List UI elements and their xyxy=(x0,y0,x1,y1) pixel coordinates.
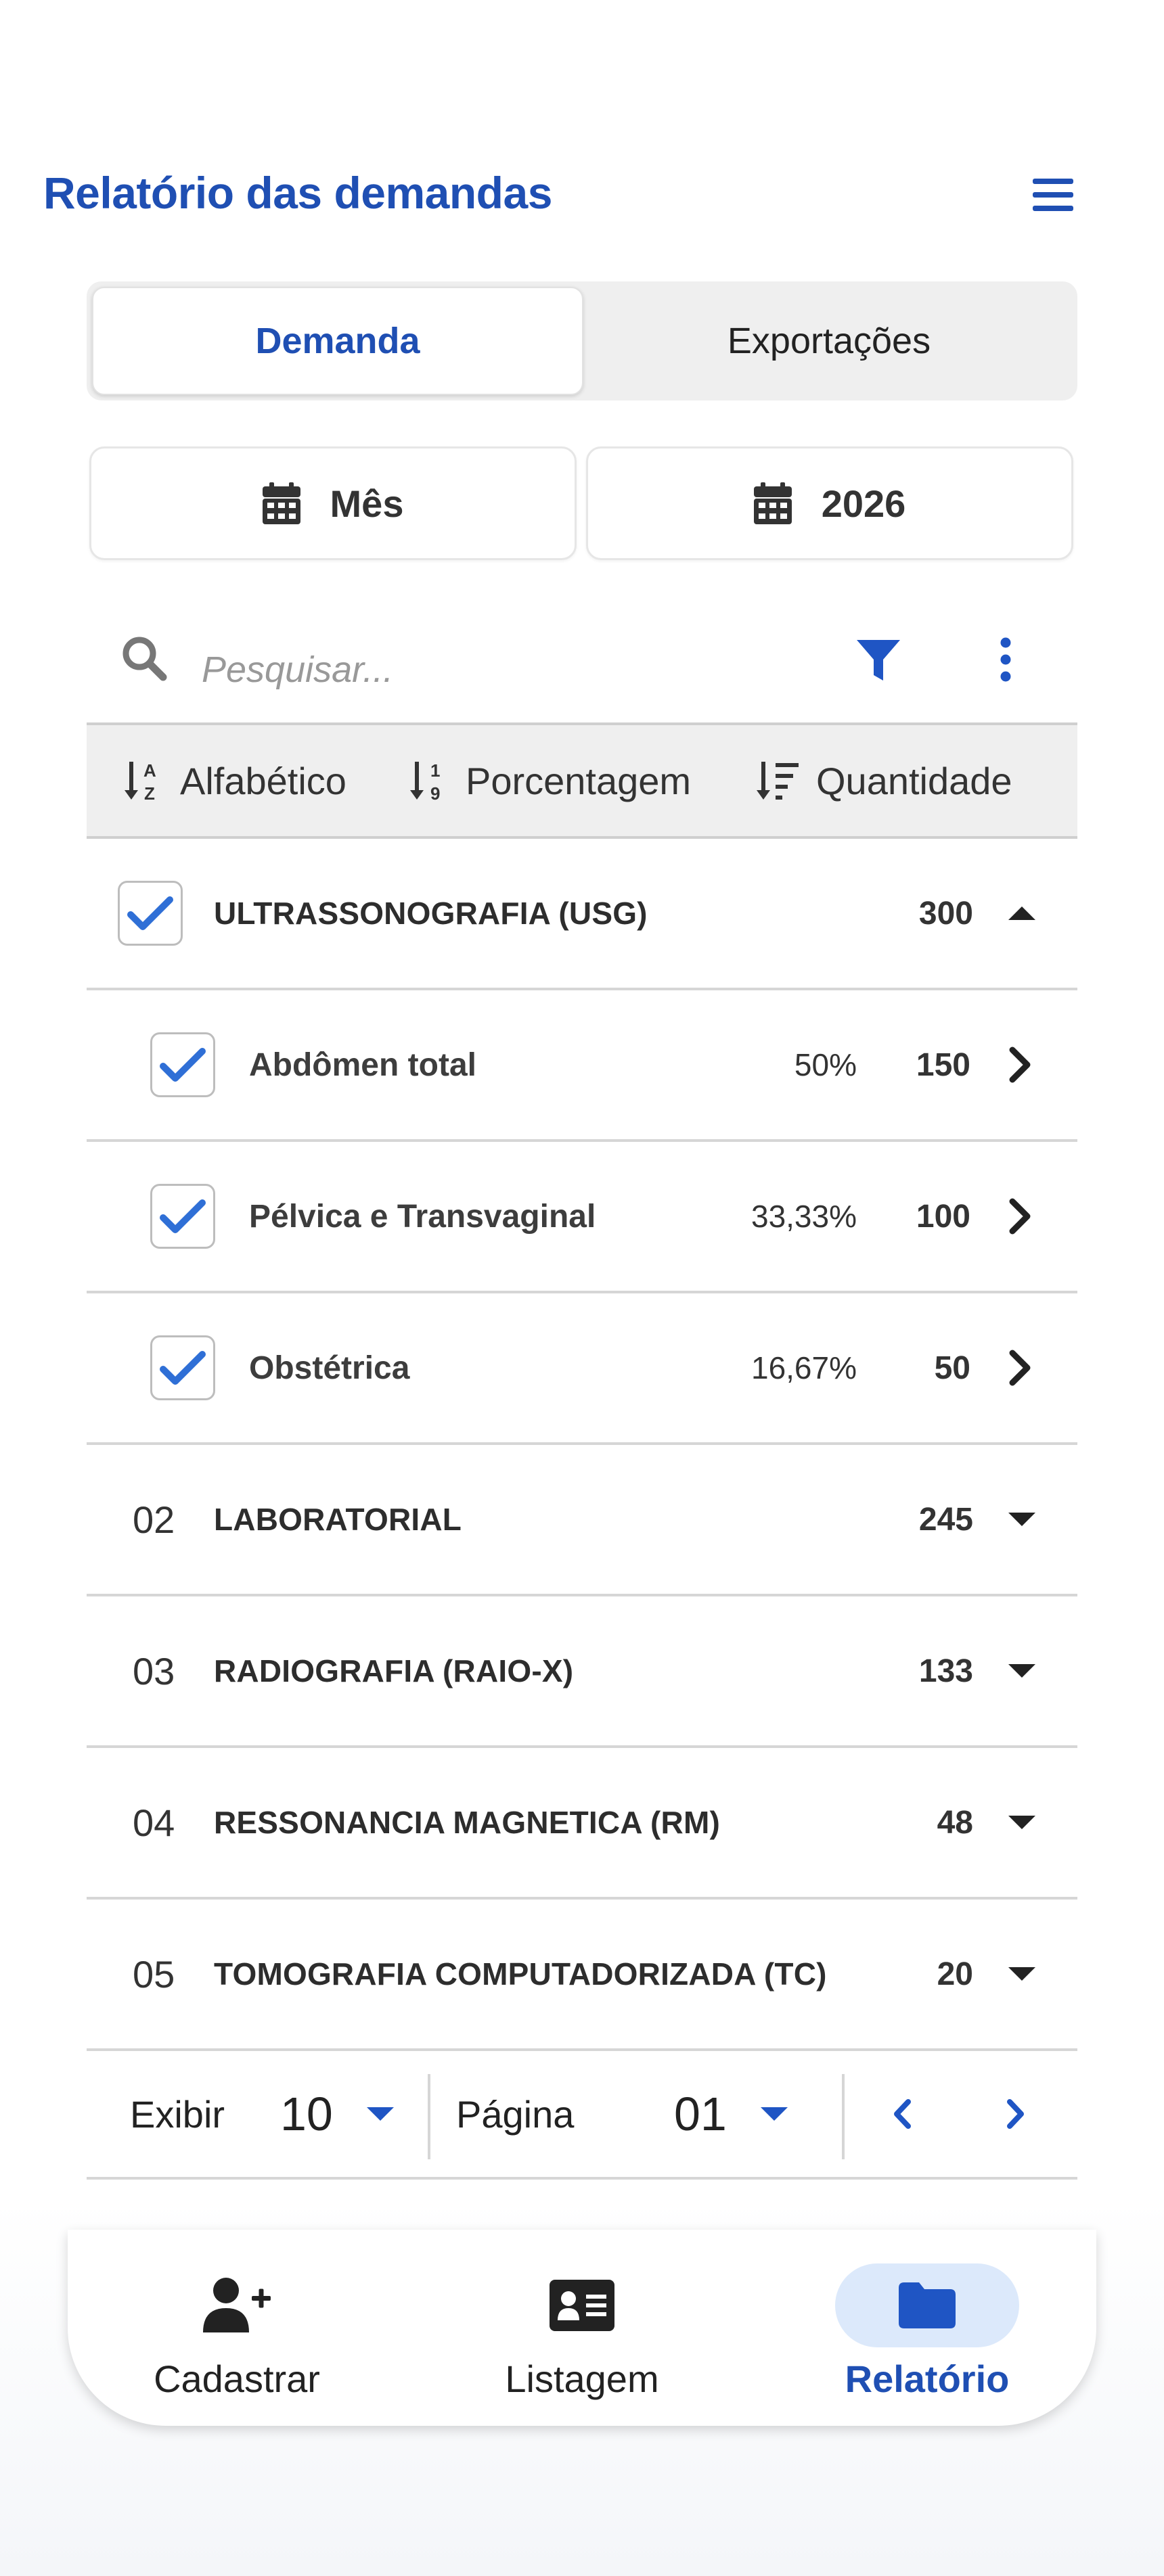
tab-bar xyxy=(87,281,1077,400)
subitem-quantity: 50 xyxy=(934,1350,970,1386)
bottom-navigation xyxy=(68,2230,1096,2426)
nav-cadastrar-label: Cadastrar xyxy=(154,2358,320,2400)
category-row-tomografia[interactable] xyxy=(87,1900,1077,2051)
folder-icon xyxy=(835,2263,1019,2347)
svg-text:1: 1 xyxy=(430,760,441,781)
subitem-checkbox[interactable] xyxy=(150,1184,215,1249)
subitem-name: Pélvica e Transvaginal xyxy=(249,1198,596,1235)
svg-text:Z: Z xyxy=(144,783,155,802)
search-bar xyxy=(87,622,1077,724)
subitem-percentage: 50% xyxy=(794,1047,857,1082)
previous-page-icon[interactable] xyxy=(892,2050,912,2178)
year-filter-button[interactable] xyxy=(586,446,1073,560)
search-input[interactable] xyxy=(202,636,811,704)
page-size-dropdown-icon[interactable] xyxy=(365,2050,395,2178)
chevron-right-icon[interactable] xyxy=(1008,1142,1033,1291)
category-number: 04 xyxy=(133,1801,175,1844)
page-dropdown-icon[interactable] xyxy=(759,2050,789,2178)
search-icon xyxy=(120,635,168,682)
sort-quantity-button[interactable] xyxy=(755,725,1012,836)
sort-percentage-button[interactable] xyxy=(409,725,691,836)
category-checkbox[interactable] xyxy=(118,881,183,946)
more-options-icon[interactable] xyxy=(998,636,1014,683)
nav-relatorio[interactable] xyxy=(778,2230,1076,2426)
svg-text:9: 9 xyxy=(430,783,441,802)
pagination-bar xyxy=(87,2050,1077,2180)
nav-listagem-label: Listagem xyxy=(505,2358,659,2400)
subitem-name: Abdômen total xyxy=(249,1046,476,1083)
category-row-laboratorial[interactable] xyxy=(87,1445,1077,1596)
subitem-checkbox[interactable] xyxy=(150,1032,215,1097)
subitem-quantity: 150 xyxy=(916,1046,970,1083)
caret-down-icon[interactable] xyxy=(1007,1596,1037,1745)
add-user-icon xyxy=(145,2263,329,2347)
category-number: 05 xyxy=(133,1952,175,1996)
month-filter-button[interactable] xyxy=(89,446,577,560)
subitem-row[interactable] xyxy=(87,1293,1077,1445)
hamburger-menu-icon[interactable] xyxy=(1031,173,1075,216)
caret-down-icon[interactable] xyxy=(1007,1900,1037,2048)
calendar-icon xyxy=(754,482,792,524)
separator xyxy=(428,2074,430,2159)
svg-text:A: A xyxy=(143,760,156,781)
sort-percentage-label: Porcentagem xyxy=(466,759,692,802)
next-page-icon[interactable] xyxy=(1006,2050,1026,2178)
category-name: RADIOGRAFIA (RAIO-X) xyxy=(214,1653,574,1688)
page-title: Relatório das demandas xyxy=(43,168,552,218)
nav-cadastrar[interactable] xyxy=(88,2230,386,2426)
tab-exportacoes[interactable]: Exportações xyxy=(727,321,931,361)
category-number: 02 xyxy=(133,1498,175,1541)
category-name: LABORATORIAL xyxy=(214,1502,462,1537)
id-card-icon xyxy=(490,2263,674,2347)
chevron-right-icon[interactable] xyxy=(1008,990,1033,1139)
page-label: Página xyxy=(456,2092,575,2136)
category-quantity: 245 xyxy=(918,1501,973,1538)
month-label: Mês xyxy=(330,482,404,525)
year-label: 2026 xyxy=(821,482,906,525)
caret-down-icon[interactable] xyxy=(1007,1445,1037,1594)
sort-amount-icon xyxy=(755,759,800,802)
category-row-ressonancia[interactable] xyxy=(87,1748,1077,1900)
calendar-icon xyxy=(263,482,300,524)
page-number-value[interactable]: 01 xyxy=(674,2088,727,2140)
category-quantity: 20 xyxy=(937,1956,973,1992)
caret-down-icon[interactable] xyxy=(1007,1748,1037,1897)
sort-alphabetic-button[interactable] xyxy=(123,725,346,836)
subitem-checkbox[interactable] xyxy=(150,1335,215,1400)
subitem-row[interactable] xyxy=(87,1142,1077,1293)
sort-alpha-icon xyxy=(123,759,164,802)
category-name: ULTRASSONOGRAFIA (USG) xyxy=(214,896,648,931)
page-size-value[interactable]: 10 xyxy=(280,2088,333,2140)
show-label: Exibir xyxy=(130,2092,225,2136)
category-name: RESSONANCIA MAGNETICA (RM) xyxy=(214,1805,720,1840)
subitem-name: Obstétrica xyxy=(249,1350,410,1386)
chevron-right-icon[interactable] xyxy=(1008,1293,1033,1442)
subitem-row[interactable] xyxy=(87,990,1077,1142)
subitem-quantity: 100 xyxy=(916,1198,970,1235)
sort-bar xyxy=(87,722,1077,839)
category-number: 03 xyxy=(133,1649,175,1693)
tab-demanda[interactable]: Demanda xyxy=(92,287,583,395)
separator xyxy=(842,2074,845,2159)
nav-relatorio-label: Relatório xyxy=(845,2358,1010,2400)
sort-alphabetic-label: Alfabético xyxy=(180,759,346,802)
category-row-ultrassonografia[interactable] xyxy=(87,839,1077,990)
filter-icon[interactable] xyxy=(855,639,901,683)
caret-up-icon[interactable] xyxy=(1007,839,1037,988)
category-quantity: 48 xyxy=(937,1804,973,1841)
subitem-percentage: 33,33% xyxy=(751,1199,857,1234)
sort-numeric-icon xyxy=(409,759,449,802)
category-row-radiografia[interactable] xyxy=(87,1596,1077,1748)
nav-listagem[interactable] xyxy=(433,2230,731,2426)
category-quantity: 133 xyxy=(918,1653,973,1689)
category-quantity: 300 xyxy=(918,895,973,932)
category-name: TOMOGRAFIA COMPUTADORIZADA (TC) xyxy=(214,1956,827,1992)
subitem-percentage: 16,67% xyxy=(751,1350,857,1385)
sort-quantity-label: Quantidade xyxy=(816,759,1012,802)
